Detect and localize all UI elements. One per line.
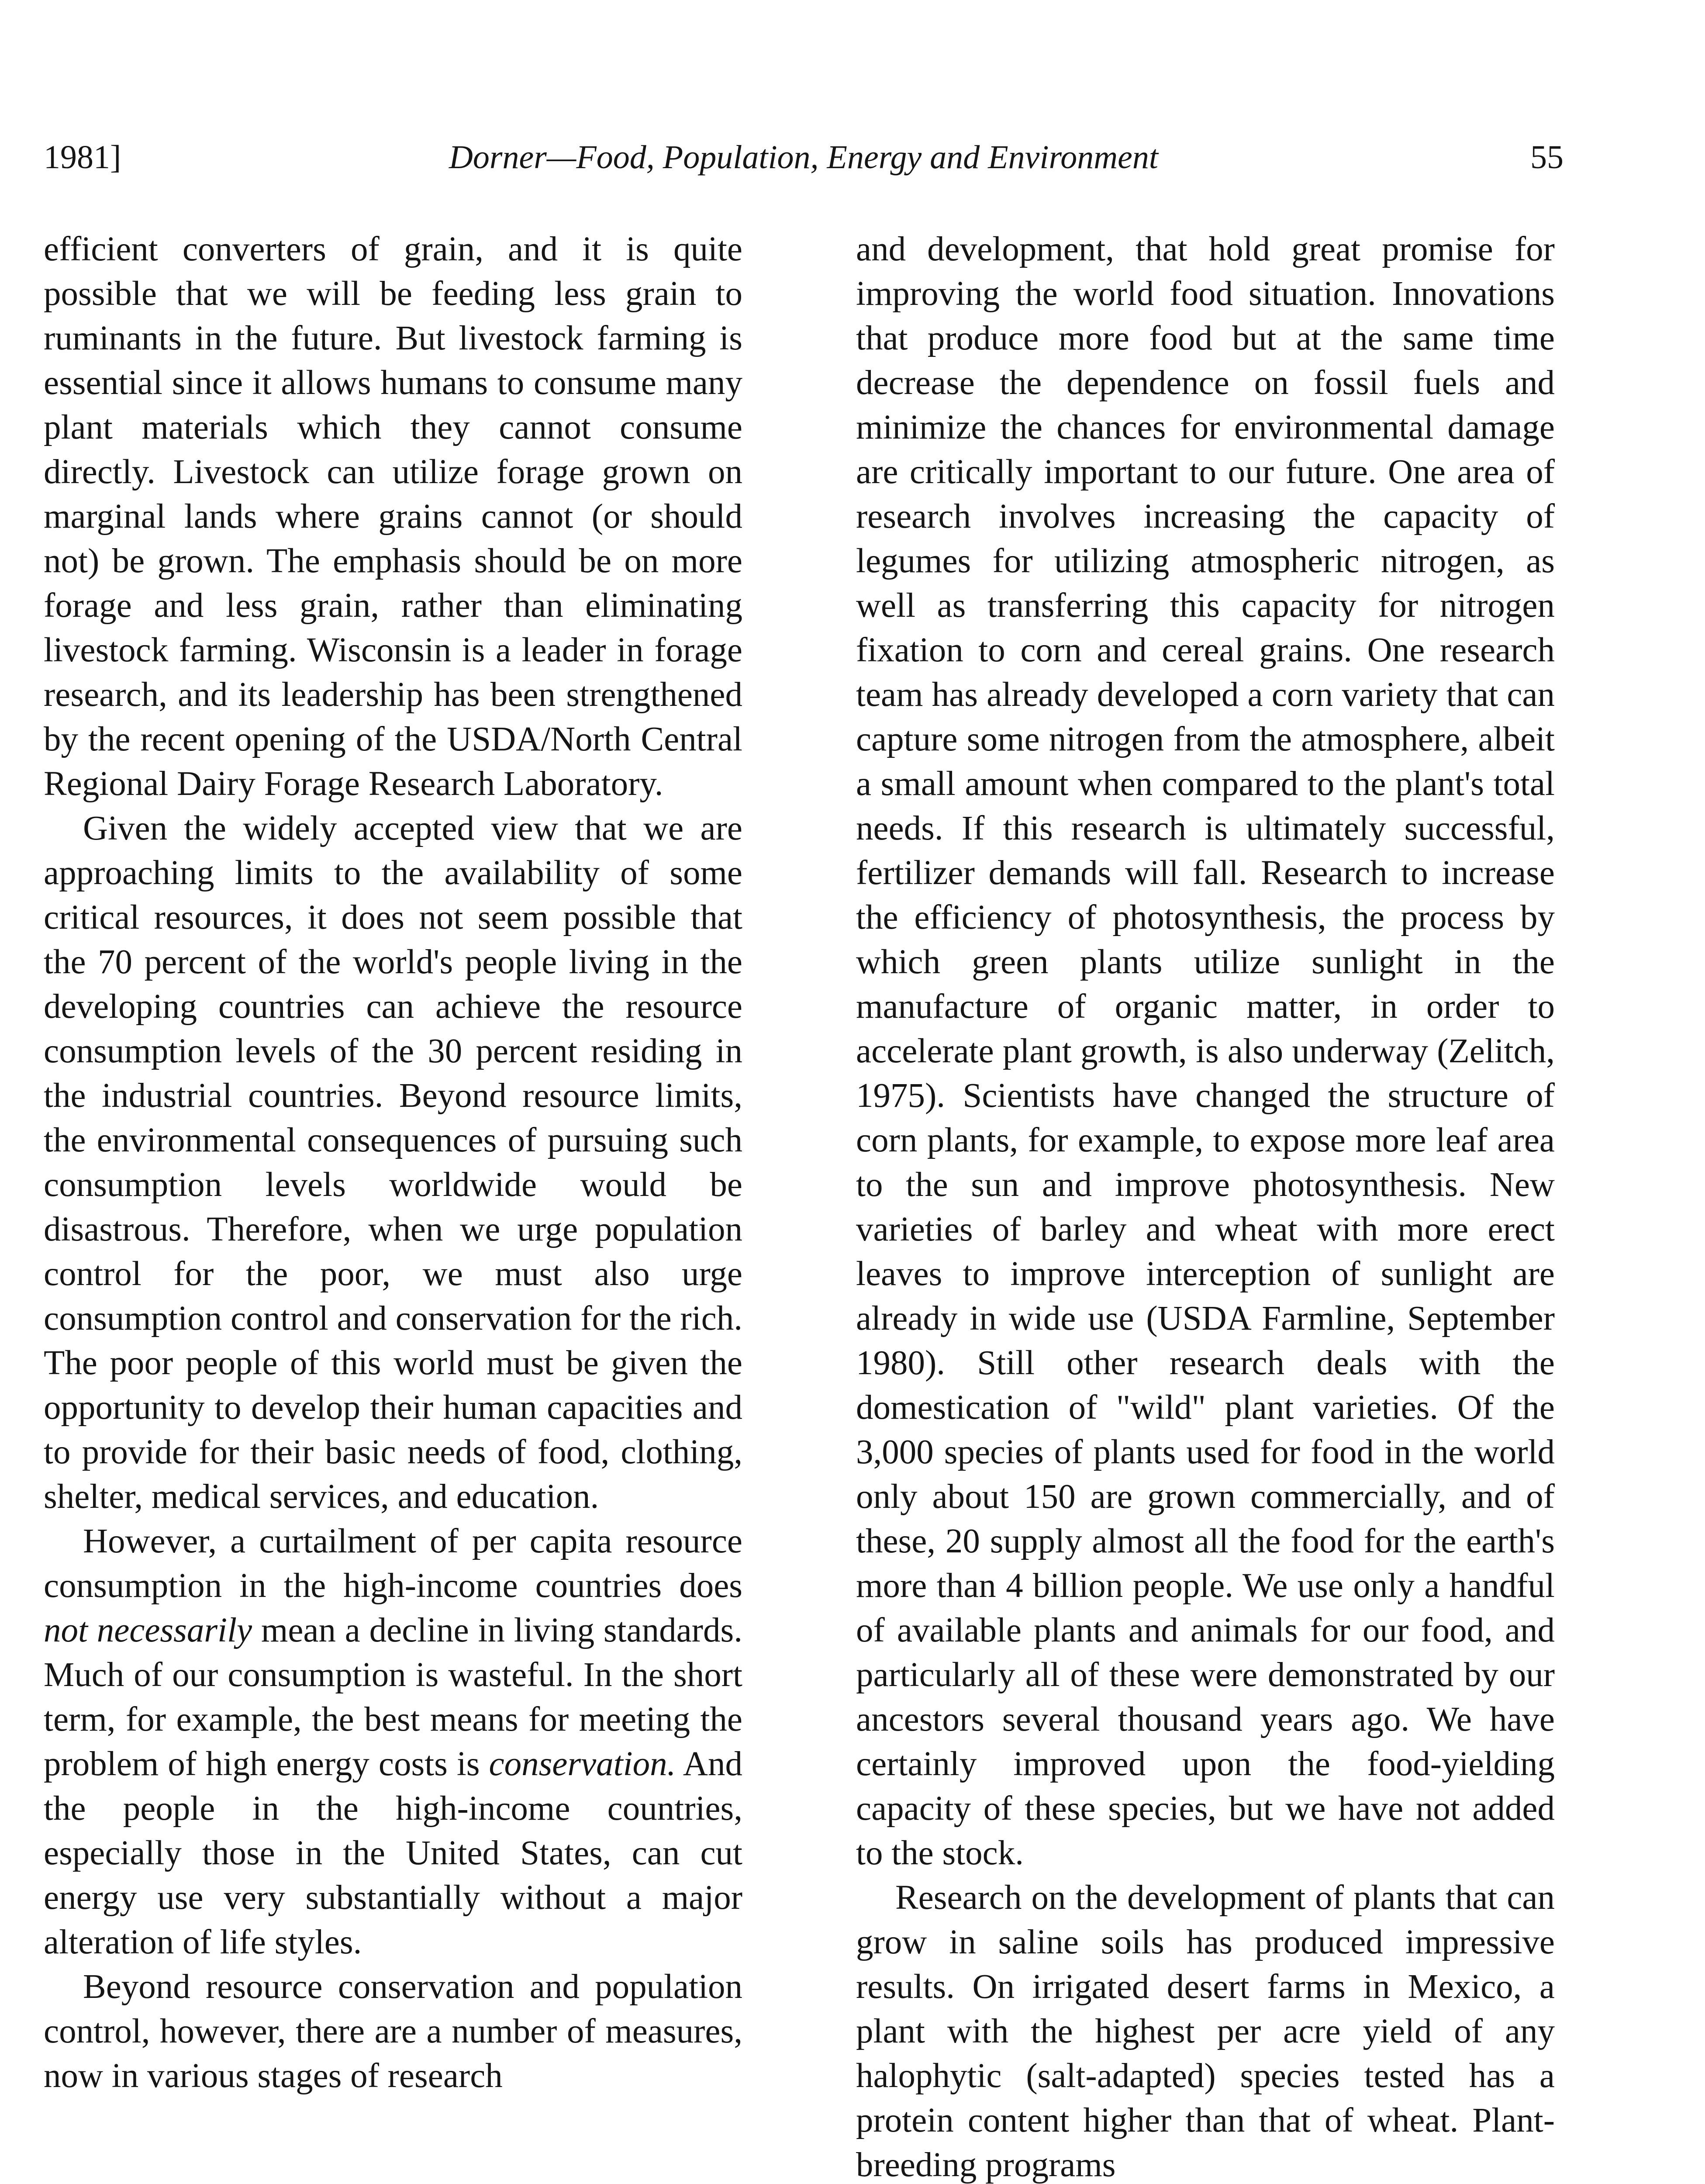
text-run: However, a curtailment of per capita resource consumption in the high-income countries does (44, 1522, 742, 1605)
emphasis-text: not necessarily (44, 1611, 252, 1649)
page-header (44, 131, 1563, 183)
paragraph: Research on the development of plants that can grow in saline soils has produced impressive results. On irrigated desert farms in Mexico, a plant with the highest per acre yield of any halophytic (salt-adapted) species tested has a protein content higher than that of wheat. Plant-breeding programs (856, 1879, 1555, 2184)
paragraph: and development, that hold great promise for improving the world food situation. Innovations that produce more food but at the same time decrease the dependence on fossil fuels and minimize the chances for environmental damage are critically important to our future. One area of research involves increasing the capacity of legumes for utilizing atmospheric nitrogen, as well as transferring this capacity for nitrogen fixation to corn and cereal grains. One research team has already developed a corn variety that can capture some nitrogen from the atmosphere, albeit a small amount when compared to the plant's total needs. If this research is ultimately successful, fertilizer demands will fall. Research to increase the efficiency of photosynthesis, the process by which green plants utilize sunlight in the manufacture of organic matter, in order to accelerate plant growth, is also underway (Zelitch, 1975). Scientists have changed the structure of corn plants, for example, to expose more leaf area to the sun and improve photosynthesis. New varieties of barley and wheat with more erect leaves to improve interception of sunlight are already in wide use (USDA Farmline, September 1980). Still other research deals with the domestication of "wild" plant varieties. Of the 3,000 species of plants used for food in the world only about 150 are grown commercially, and of these, 20 supply almost all the food for the earth's more than 4 billion people. We use only a handful of available plants and animals for our food, and particularly all of these were demonstrated by our ancestors several thousand years ago. We have certainly improved upon the food-yielding capacity of these species, but we have not added to the stock. (856, 230, 1555, 1872)
left-column (44, 227, 742, 2098)
running-title: Dorner—Food, Population, Energy and Environment (449, 139, 1158, 176)
emphasis-text: conservation. (489, 1745, 676, 1783)
header-year: 1981] (44, 139, 121, 176)
paragraph: Beyond resource conservation and population control, however, there are a number of measures, now in various stages of research (44, 1968, 742, 2095)
text-run: mean a decline in living standards. Much of our consumption is wasteful. In the short term, for example, the best means for meeting the problem of high energy costs is (44, 1611, 742, 1783)
paragraph: Given the widely accepted view that we are approaching limits to the availability of some critical resources, it does not seem possible that the 70 percent of the world's people living in the developing countries can achieve the resource consumption levels of the 30 percent residing in the industrial countries. Beyond resource limits, the environmental consequences of pursuing such consumption levels worldwide would be disastrous. Therefore, when we urge population control for the poor, we must also urge consumption control and conservation for the rich. The poor people of this world must be given the opportunity to develop their human capacities and to provide for their basic needs of food, clothing, shelter, medical services, and education. (44, 809, 742, 1516)
right-column (856, 227, 1555, 2184)
paragraph: efficient converters of grain, and it is quite possible that we will be feeding less grain to ruminants in the future. But livestock farming is essential since it allows humans to consume many plant materials which they cannot consume directly. Livestock can utilize forage grown on marginal lands where grains cannot (or should not) be grown. The emphasis should be on more forage and less grain, rather than eliminating livestock farming. Wisconsin is a leader in forage research, and its leadership has been strengthened by the recent opening of the USDA/North Central Regional Dairy Forage Research Laboratory. (44, 230, 742, 803)
paragraph (44, 1519, 742, 1965)
page-number: 55 (1530, 139, 1563, 176)
text-run: And the people in the high-income countries, especially those in the United States, can cut energy use very substantially without a major alteration of life styles. (44, 1745, 742, 1961)
